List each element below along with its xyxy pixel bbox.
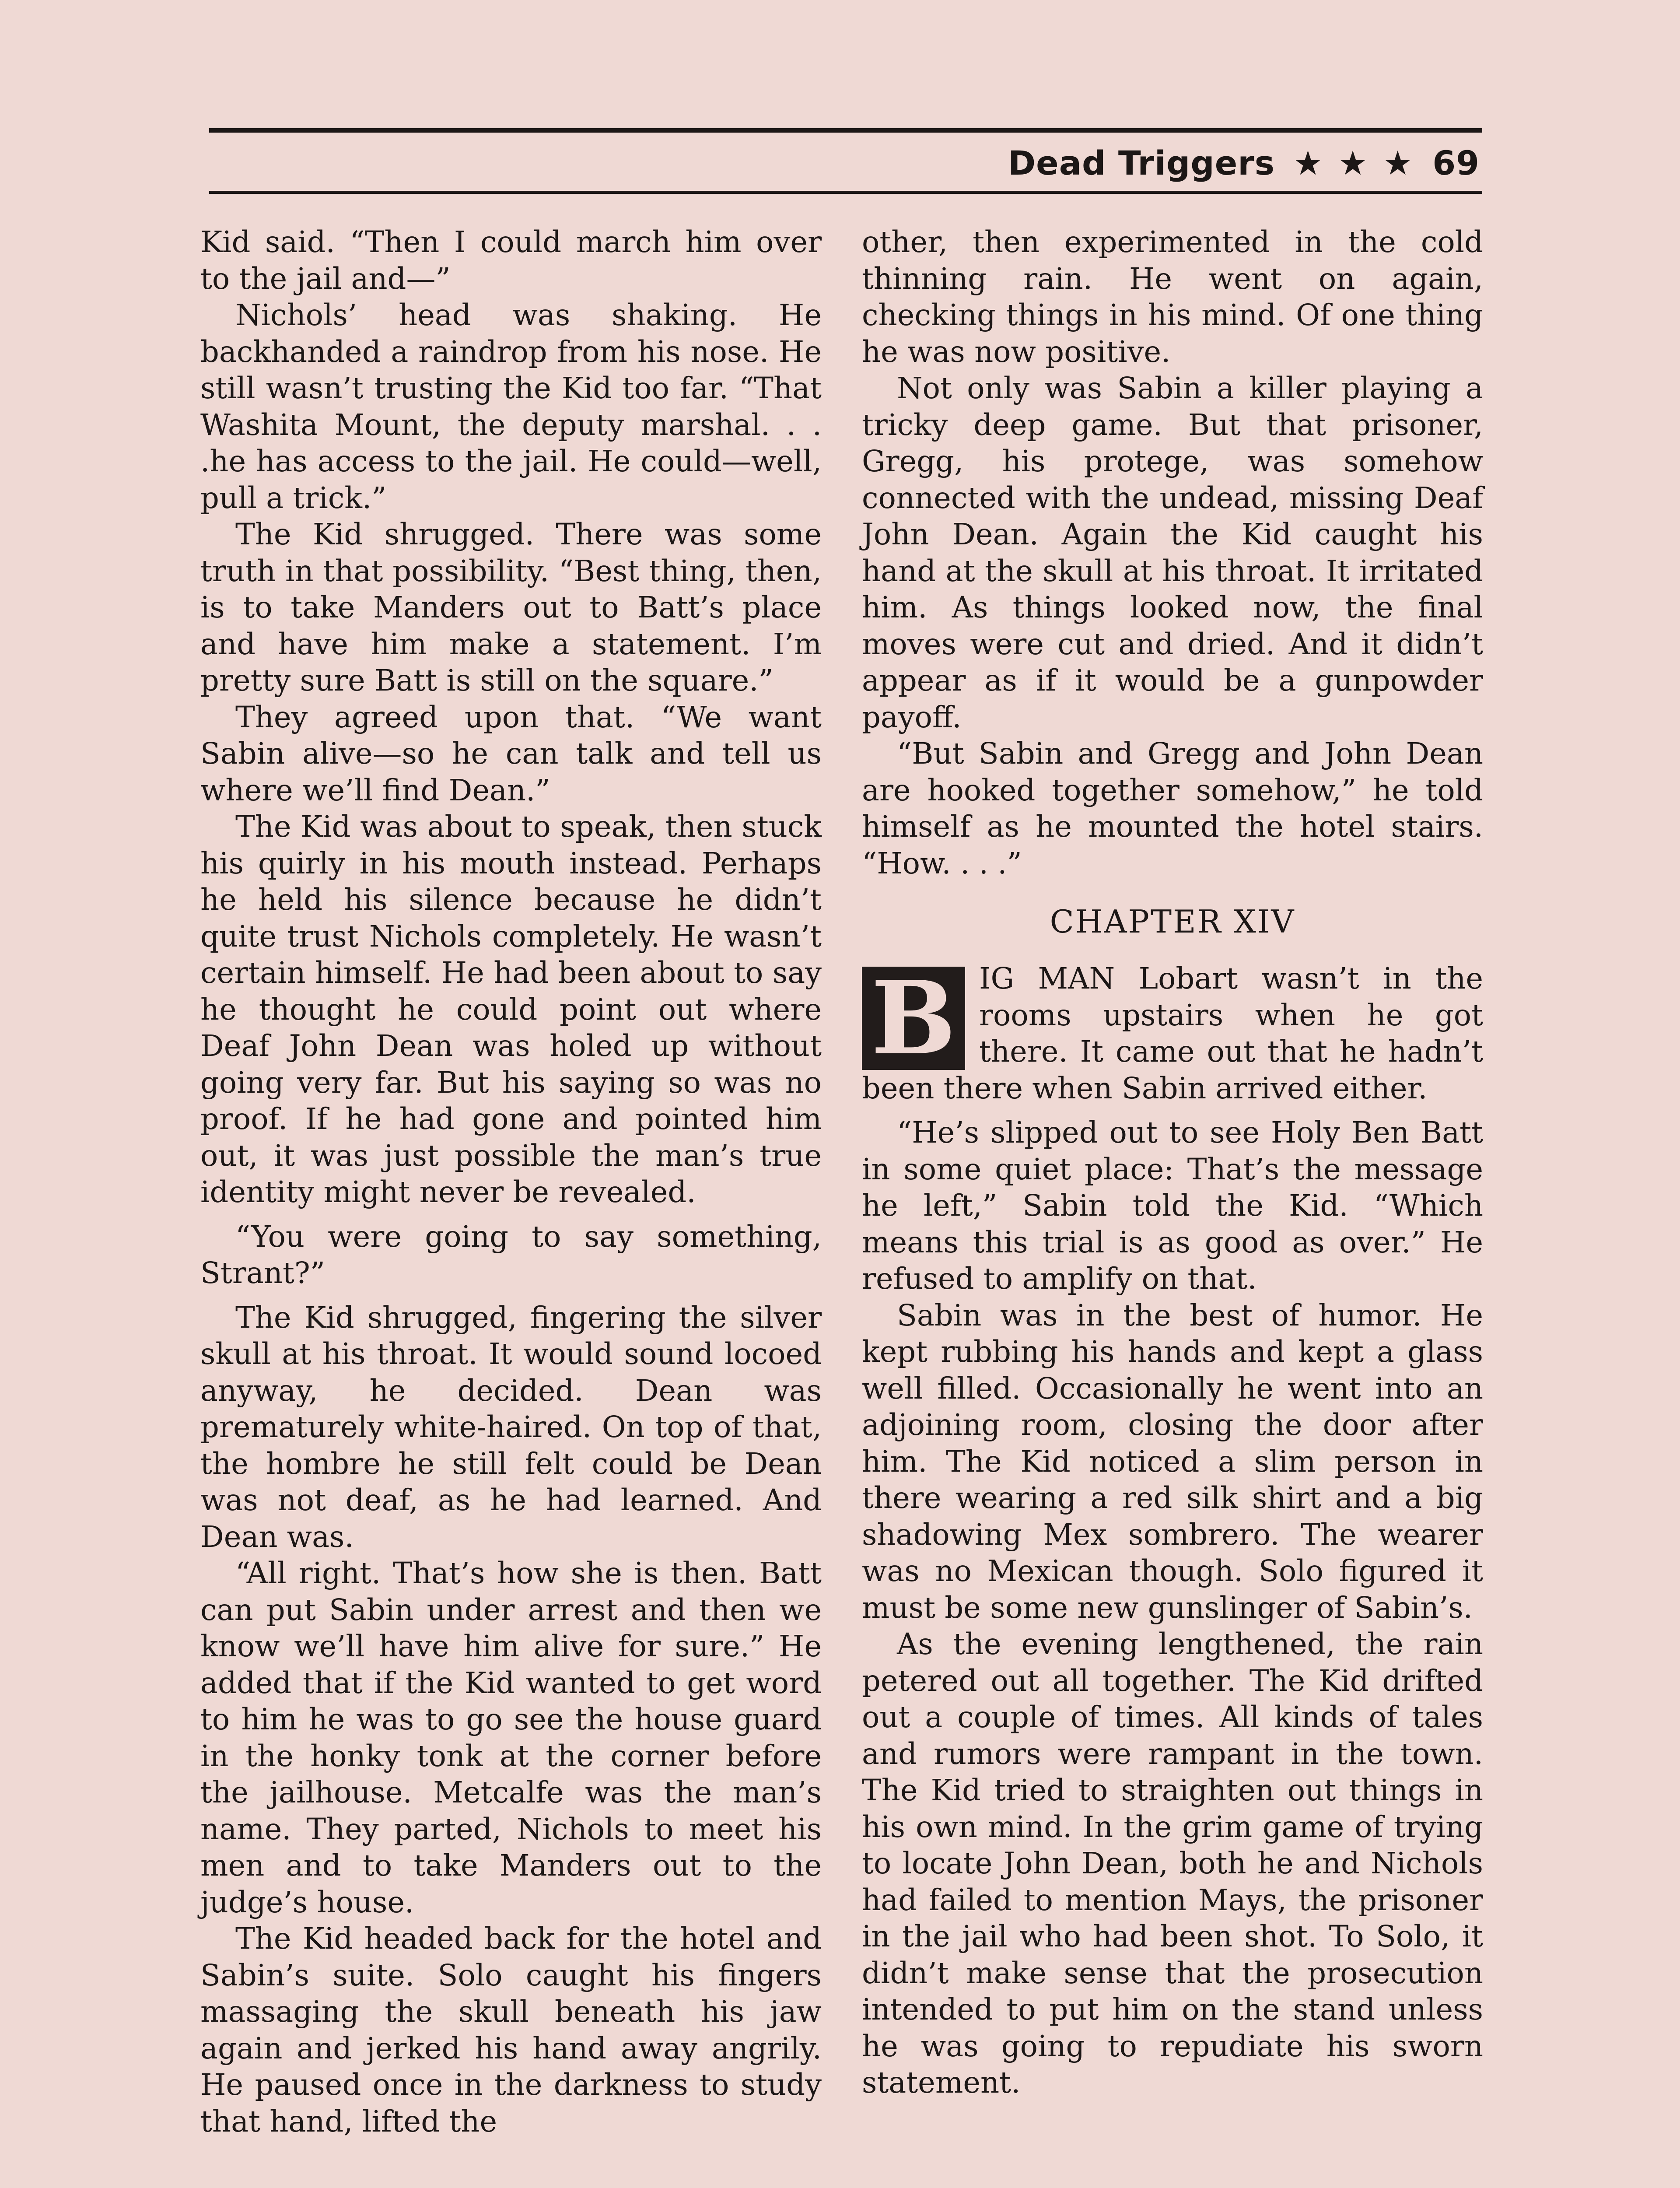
paragraph: They agreed upon that. “We want Sabin alive—so he can talk and tell us where we’ll find Dean.”: [200, 700, 822, 807]
right-column: [862, 224, 1483, 2101]
chapter-lead-paragraph: [862, 961, 1483, 1107]
paragraph: Nichols’ head was shaking. He backhanded a raindrop from his nose. He still wasn’t trusting the Kid too far. “That Washita Mount, the deputy marshal. . . .he has access to the jail. He could—well, pull a trick.”: [200, 298, 822, 515]
page-number: 69: [1432, 144, 1480, 182]
paragraph: The Kid headed back for the hotel and Sabin’s suite. Solo caught his fingers massaging the skull beneath his jaw again and jerked his hand away angrily. He paused once in the darkness to study that hand, lifted the: [200, 1922, 822, 2139]
running-header: [1008, 139, 1480, 187]
chapter-heading: CHAPTER XIV: [1050, 903, 1295, 940]
paragraph: “He’s slipped out to see Holy Ben Batt in some quiet place: That’s the message he left,” Sabin told the Kid. “Which means this trial is as good as over.” He refused to amplify on that.: [862, 1115, 1483, 1296]
paragraph: “All right. That’s how she is then. Batt can put Sabin under arrest and then we know we’ll have him alive for sure.” He added that if the Kid wanted to get word to him he was to go see the house guard in the honky tonk at the corner before the jailhouse. Metcalfe was the man’s name. They parted, Nichols to meet his men and to take Manders out to the judge’s house.: [200, 1556, 822, 1919]
paragraph: Kid said. “Then I could march him over to the jail and—”: [200, 225, 822, 296]
paragraph: The Kid shrugged, fingering the silver skull at his throat. It would sound locoed anyway, he decided. Dean was prematurely white-haired. On top of that, the hombre he still felt could be Dean was not deaf, as he had learned. And Dean was.: [200, 1300, 822, 1554]
paragraph: other, then experimented in the cold thinning rain. He went on again, checking things in his mind. Of one thing he was now positive.: [862, 225, 1483, 369]
right-column-bottom: [862, 1115, 1483, 2101]
header-rule-bottom: [209, 191, 1482, 194]
header-rule-top: [209, 128, 1482, 133]
header-title: Dead Triggers: [1008, 144, 1275, 182]
paragraph: “You were going to say something, Strant?”: [200, 1219, 822, 1290]
header-stars: ★ ★ ★: [1293, 144, 1414, 182]
paragraph: The Kid shrugged. There was some truth in that possibility. “Best thing, then, is to take Manders out to Batt’s place and have him make a statement. I’m pretty sure Batt is still on the square.”: [200, 517, 822, 698]
paragraph: The Kid was about to speak, then stuck his quirly in his mouth instead. Perhaps he held his silence because he didn’t quite trust Nichols completely. He wasn’t certain himself. He had been about to say he thought he could point out where Deaf John Dean was holed up without going very far. But his saying so was no proof. If he had gone and pointed him out, it was just possible the man’s true identity might never be revealed.: [200, 810, 822, 1209]
left-column: [200, 224, 822, 2140]
chapter-lead-text: IG MAN Lobart wasn’t in the rooms upstairs when he got there. It came out that he hadn’t been there when Sabin arrived either.: [862, 961, 1483, 1105]
drop-cap: B: [862, 967, 965, 1070]
paragraph: As the evening lengthened, the rain petered out all together. The Kid drifted out a couple of times. All kinds of tales and rumors were rampant in the town. The Kid tried to straighten out things in his own mind. In the grim game of trying to locate John Dean, both he and Nichols had failed to mention Mays, the prisoner in the jail who had been shot. To Solo, it didn’t make sense that the prosecution intended to put him on the stand unless he was going to repudiate his sworn statement.: [862, 1627, 1483, 2100]
paragraph: Not only was Sabin a killer playing a tricky deep game. But that prisoner, Gregg, his protege, was somehow connected with the undead, missing Deaf John Dean. Again the Kid caught his hand at the skull at his throat. It irritated him. As things looked now, the final moves were cut and dried. And it didn’t appear as if it would be a gunpowder payoff.: [862, 371, 1483, 734]
paragraph: Sabin was in the best of humor. He kept rubbing his hands and kept a glass well filled. Occasionally he went into an adjoining room, closing the door after him. The Kid noticed a slim person in there wearing a red silk shirt and a big shadowing Mex sombrero. The wearer was no Mexican though. Solo figured it must be some new gunslinger of Sabin’s.: [862, 1298, 1483, 1625]
paragraph: “But Sabin and Gregg and John Dean are hooked together somehow,” he told himself as he mounted the hotel stairs. “How. . . .”: [862, 736, 1483, 880]
right-column-top: [862, 224, 1483, 882]
